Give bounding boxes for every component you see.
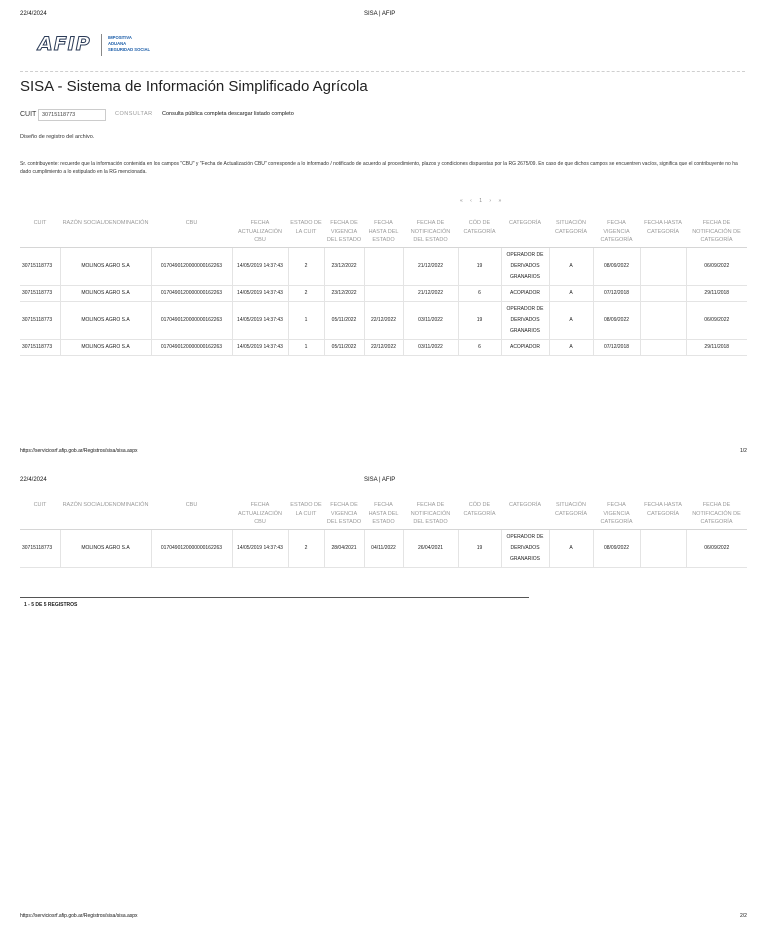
table-cell [640,301,686,339]
table-cell: MOLINOS AGRO S.A [60,301,151,339]
registros-table-continued [20,499,747,568]
table-cell: 29/11/2018 [686,285,747,301]
column-header: RAZÓN SOCIAL/DENOMINACIÓN [60,499,151,529]
records-count: 1 - 5 DE 5 REGISTROS [24,602,78,608]
file-layout-link[interactable]: Diseño de registro del archivo. [20,134,95,140]
table-cell: A [549,247,593,285]
column-header: CATEGORÍA [501,499,549,529]
page-title: SISA - Sistema de Información Simplificado Agrícola [20,78,368,95]
column-header: FECHA HASTA DEL ESTADO [364,499,403,529]
table-cell: 22/12/2022 [364,339,403,355]
table-cell [640,285,686,301]
print-title: SISA | AFIP [364,477,396,483]
table-cell: OPERADOR DE DERIVADOS GRANARIOS [501,247,549,285]
column-header: FECHA DE NOTIFICACIÓN DE CATEGORÍA [686,217,747,247]
table-cell: ACOPIADOR [501,339,549,355]
table-row [20,247,747,285]
table-cell: 03/11/2022 [403,301,458,339]
table-cell: 2 [288,285,324,301]
table-cell: 14/05/2019 14:37:43 [232,529,288,567]
table-cell: 23/12/2022 [324,247,364,285]
consultar-button[interactable]: CONSULTAR [115,111,153,117]
table-cell: 07/12/2018 [593,285,640,301]
table-cell: 2 [288,247,324,285]
column-header: CÓD DE CATEGORÍA [458,499,501,529]
table-cell: OPERADOR DE DERIVADOS GRANARIOS [501,301,549,339]
table-cell: MOLINOS AGRO S.A [60,285,151,301]
column-header: SITUACIÓN CATEGORÍA [549,217,593,247]
table-cell: MOLINOS AGRO S.A [60,529,151,567]
cuit-label: CUIT [20,111,37,118]
column-header: FECHA HASTA CATEGORÍA [640,217,686,247]
table-cell: 06/09/2022 [686,247,747,285]
table-cell: 19 [458,247,501,285]
table-cell: 6 [458,285,501,301]
print-date: 22/4/2024 [20,11,47,17]
column-header: FECHA ACTUALIZACIÓN CBU [232,217,288,247]
table-cell: 14/05/2019 14:37:43 [232,301,288,339]
table-cell: 19 [458,301,501,339]
column-header: FECHA DE NOTIFICACIÓN DEL ESTADO [403,499,458,529]
table-cell: MOLINOS AGRO S.A [60,247,151,285]
table-cell: 6 [458,339,501,355]
column-header: FECHA HASTA CATEGORÍA [640,499,686,529]
column-header: ESTADO DE LA CUIT [288,499,324,529]
page-number: 1/2 [740,448,747,454]
table-cell: 08/09/2022 [593,247,640,285]
table-cell: A [549,301,593,339]
table-cell: 23/12/2022 [324,285,364,301]
table-cell: 1 [288,301,324,339]
table-cell: ACOPIADOR [501,285,549,301]
table-cell: 30715118773 [20,285,60,301]
records-divider [20,597,529,598]
table-cell: 30715118773 [20,301,60,339]
table-cell: A [549,285,593,301]
cbu-notice: Sr. contribuyente: recuerde que la información contenida en los campos "CBU" y "Fecha de Actualización CBU" corresponde a lo informado / notificado de acuerdo al procedimiento, plazos y condiciones dispuestas por la RG 2675/09. En caso de que dichos campos se encuentren vacíos, significa que el contribuyente no ha dado cumplimiento a lo estipulado en la RG mencionada. [20,161,738,175]
table-cell: 2 [288,529,324,567]
table-header-row [20,499,747,529]
table-cell: 21/12/2022 [403,247,458,285]
table-cell: 0170490120000000162263 [151,247,232,285]
table-cell: 26/04/2021 [403,529,458,567]
table-cell: 05/11/2022 [324,301,364,339]
column-header: CÓD DE CATEGORÍA [458,217,501,247]
print-date: 22/4/2024 [20,477,47,483]
table-cell: 04/11/2022 [364,529,403,567]
column-header: FECHA DE VIGENCIA DEL ESTADO [324,217,364,247]
column-header: ESTADO DE LA CUIT [288,217,324,247]
column-header: FECHA ACTUALIZACIÓN CBU [232,499,288,529]
table-cell: 30715118773 [20,529,60,567]
table-cell: 19 [458,529,501,567]
table-cell [640,247,686,285]
table-cell: 29/11/2018 [686,339,747,355]
column-header: CATEGORÍA [501,217,549,247]
table-cell: 0170490120000000162263 [151,285,232,301]
table-cell: 14/05/2019 14:37:43 [232,339,288,355]
column-header: FECHA DE NOTIFICACIÓN DE CATEGORÍA [686,499,747,529]
table-cell: 03/11/2022 [403,339,458,355]
table-cell: 1 [288,339,324,355]
table-row [20,529,747,567]
registros-table [20,217,747,356]
logo-divider [101,34,102,56]
table-header-row [20,217,747,247]
pagination[interactable]: « ‹ 1 › » [460,198,505,204]
cuit-input[interactable] [38,109,106,121]
print-url: https://serviciosrf.afip.gob.ar/Registros/sisa/sisa.aspx [20,913,138,919]
table-cell [364,247,403,285]
column-header: FECHA VIGENCIA CATEGORÍA [593,499,640,529]
column-header: CBU [151,217,232,247]
table-cell: 28/04/2021 [324,529,364,567]
table-cell: 0170490120000000162263 [151,339,232,355]
table-cell: 07/12/2018 [593,339,640,355]
table-cell [640,339,686,355]
column-header: CUIT [20,499,60,529]
column-header: SITUACIÓN CATEGORÍA [549,499,593,529]
table-row [20,285,747,301]
table-cell: 30715118773 [20,247,60,285]
table-cell: 30715118773 [20,339,60,355]
table-cell: 06/09/2022 [686,301,747,339]
table-cell: OPERADOR DE DERIVADOS GRANARIOS [501,529,549,567]
table-cell: 06/09/2022 [686,529,747,567]
table-cell: 21/12/2022 [403,285,458,301]
print-title: SISA | AFIP [364,11,396,17]
table-cell: A [549,529,593,567]
logo-subtitle: IMPOSITIVA ADUANA SEGURIDAD SOCIAL [108,35,151,53]
table-cell [364,285,403,301]
table-cell: 08/09/2022 [593,529,640,567]
table-cell: 14/05/2019 14:37:43 [232,247,288,285]
print-url: https://serviciosrf.afip.gob.ar/Registros/sisa/sisa.aspx [20,448,138,454]
column-header: FECHA DE NOTIFICACIÓN DEL ESTADO [403,217,458,247]
column-header: FECHA DE VIGENCIA DEL ESTADO [324,499,364,529]
table-cell: MOLINOS AGRO S.A [60,339,151,355]
afip-logo-mark: AFIP [38,33,91,55]
table-row [20,301,747,339]
table-cell: 0170490120000000162263 [151,301,232,339]
header-divider [20,71,745,72]
table-cell [640,529,686,567]
download-list-link[interactable]: Consulta pública completa descargar listado completo [162,111,294,117]
afip-logo[interactable] [38,33,168,59]
table-cell: A [549,339,593,355]
column-header: FECHA VIGENCIA CATEGORÍA [593,217,640,247]
table-cell: 05/11/2022 [324,339,364,355]
column-header: CUIT [20,217,60,247]
table-cell: 22/12/2022 [364,301,403,339]
table-row [20,339,747,355]
column-header: RAZÓN SOCIAL/DENOMINACIÓN [60,217,151,247]
page-number: 2/2 [740,913,747,919]
table-cell: 14/05/2019 14:37:43 [232,285,288,301]
table-cell: 08/09/2022 [593,301,640,339]
column-header: FECHA HASTA DEL ESTADO [364,217,403,247]
column-header: CBU [151,499,232,529]
table-cell: 0170490120000000162263 [151,529,232,567]
